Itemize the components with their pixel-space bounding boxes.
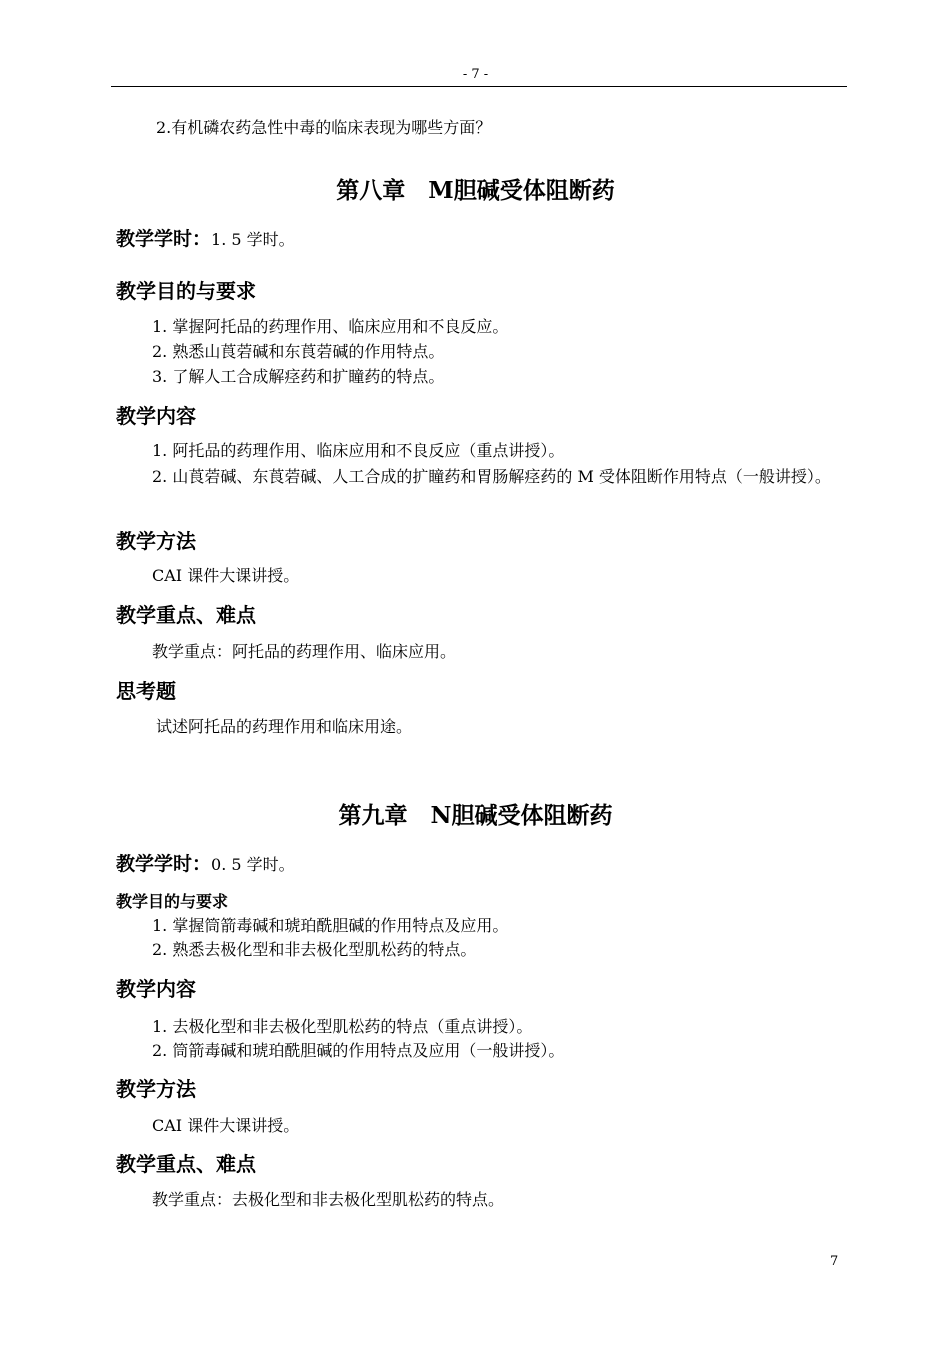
- ch8-think-text: 试述阿托品的药理作用和临床用途。: [156, 717, 413, 736]
- ch8-hours: [116, 228, 295, 251]
- ch9-method-heading: 教学方法: [116, 1077, 196, 1101]
- ch8-hours-value: 1. 5 学时。: [211, 230, 295, 249]
- ch9-goals-heading: 教学目的与要求: [116, 892, 229, 911]
- ch9-key-text: 教学重点：去极化型和非去极化型肌松药的特点。: [152, 1190, 505, 1209]
- previous-question: 2.有机磷农药急性中毒的临床表现为哪些方面？: [156, 118, 492, 137]
- ch8-key-text: 教学重点：阿托品的药理作用、临床应用。: [152, 642, 457, 661]
- ch8-key-heading: 教学重点、难点: [116, 603, 256, 627]
- ch9-hours: [116, 853, 295, 876]
- header-rule: [111, 86, 847, 87]
- ch8-content-item: 2. 山莨菪碱、东莨菪碱、人工合成的扩瞳药和胃肠解痉药的 M 受体阻断作用特点（一般讲授）。: [152, 467, 831, 486]
- ch8-goal-item: 3. 了解人工合成解痉药和扩瞳药的特点。: [152, 367, 445, 386]
- ch9-hours-value: 0. 5 学时。: [211, 855, 295, 874]
- ch9-content-heading: 教学内容: [116, 977, 196, 1001]
- ch9-method-text: CAI 课件大课讲授。: [152, 1116, 300, 1135]
- ch8-think-heading: 思考题: [116, 679, 176, 703]
- header-page-marker: - 7 -: [462, 67, 489, 82]
- chapter-8-title: 第八章 M胆碱受体阻断药: [336, 177, 615, 204]
- ch8-hours-label: 教学学时：: [116, 228, 212, 250]
- ch9-goal-item: 1. 掌握筒箭毒碱和琥珀酰胆碱的作用特点及应用。: [152, 916, 509, 935]
- footer-page-number: 7: [830, 1254, 839, 1269]
- ch8-method-text: CAI 课件大课讲授。: [152, 566, 300, 585]
- ch8-goal-item: 1. 掌握阿托品的药理作用、临床应用和不良反应。: [152, 317, 509, 336]
- ch8-content-heading: 教学内容: [116, 404, 196, 428]
- ch9-hours-label: 教学学时：: [116, 853, 212, 875]
- chapter-9-title: 第九章 N胆碱受体阻断药: [338, 802, 613, 829]
- ch8-goal-item: 2. 熟悉山莨菪碱和东莨菪碱的作用特点。: [152, 342, 445, 361]
- ch8-method-heading: 教学方法: [116, 529, 196, 553]
- ch9-key-heading: 教学重点、难点: [116, 1152, 256, 1176]
- ch9-goal-item: 2. 熟悉去极化型和非去极化型肌松药的特点。: [152, 940, 477, 959]
- ch8-content-item: 1. 阿托品的药理作用、临床应用和不良反应（重点讲授）。: [152, 441, 565, 460]
- ch9-content-item: 2. 筒箭毒碱和琥珀酰胆碱的作用特点及应用（一般讲授）。: [152, 1041, 565, 1060]
- ch9-content-item: 1. 去极化型和非去极化型肌松药的特点（重点讲授）。: [152, 1017, 533, 1036]
- ch8-goals-heading: 教学目的与要求: [116, 279, 256, 303]
